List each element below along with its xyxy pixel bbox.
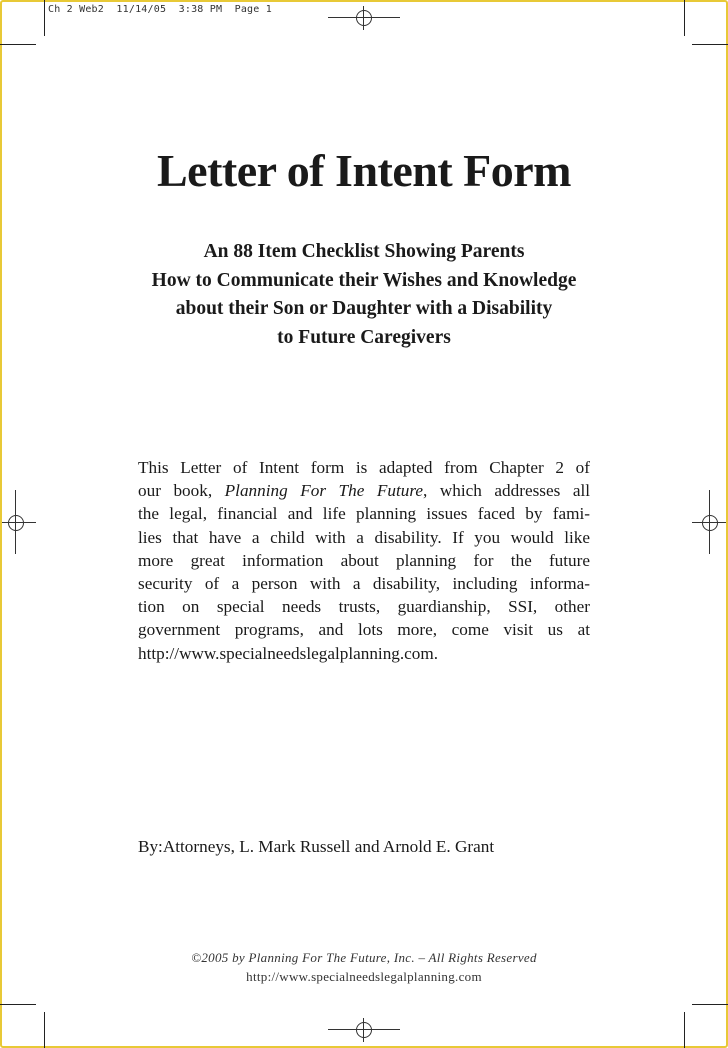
paragraph-line: security of a person with a disability, including informa- (138, 574, 590, 594)
crop-mark (684, 1012, 685, 1048)
paragraph-text: our book, (138, 481, 225, 501)
intro-paragraph (138, 456, 590, 665)
paragraph-text: , which addresses all (423, 481, 590, 501)
book-title: Planning For The Future (224, 481, 424, 501)
paragraph-line: This Letter of Intent form is adapted from Chapter 2 of (138, 458, 590, 477)
subtitle-line: An 88 Item Checklist Showing Parents (203, 241, 525, 262)
paragraph-line: http://www.specialneedslegalplanning.com. (138, 643, 439, 663)
crop-mark (44, 1012, 45, 1048)
subtitle-line: How to Communicate their Wishes and Knowledge (151, 269, 577, 291)
print-slug: Ch 2 Web2 11/14/05 3:38 PM Page 1 (48, 4, 272, 15)
authors-line: By:Attorneys, L. Mark Russell and Arnold E. Grant (138, 837, 495, 856)
crop-mark (692, 1004, 728, 1005)
paragraph-line: lies that have a child with a disability. If you would like (138, 527, 590, 547)
copyright-notice: ©2005 by Planning For The Future, Inc. – All Rights Reserved (191, 950, 537, 965)
paragraph-line: more great information about planning for the future (138, 550, 590, 570)
crop-mark (44, 0, 45, 36)
subtitle-line: about their Son or Daughter with a Disability (175, 298, 553, 319)
paragraph-line: the legal, financial and life planning issues faced by fami- (138, 504, 590, 524)
crop-mark (684, 0, 685, 36)
document-subtitle (0, 238, 728, 352)
crop-mark (692, 44, 728, 45)
paragraph-line: tion on special needs trusts, guardianship, SSI, other (138, 597, 590, 617)
document-title: Letter of Intent Form (156, 145, 571, 196)
footer-url: http://www.specialneedslegalplanning.com (246, 969, 482, 984)
crop-mark (0, 1004, 36, 1005)
crop-mark (0, 44, 36, 45)
paragraph-line (138, 479, 590, 502)
paragraph-line: government programs, and lots more, come visit us at (138, 620, 590, 640)
subtitle-line: to Future Caregivers (277, 326, 451, 348)
